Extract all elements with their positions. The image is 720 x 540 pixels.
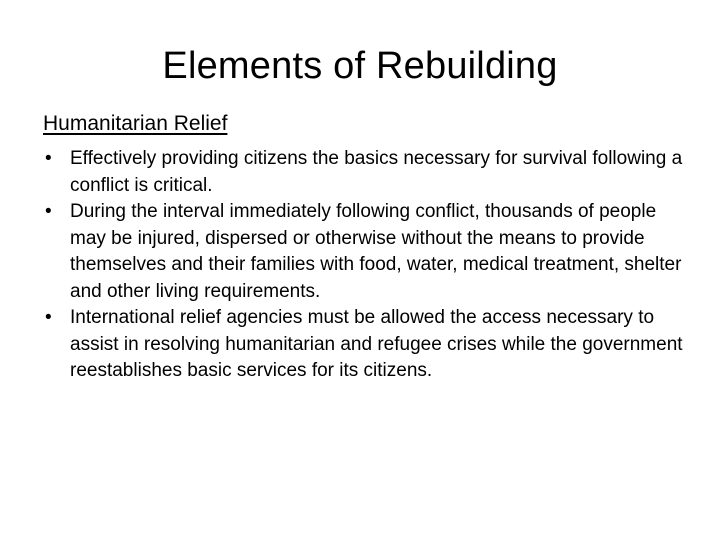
bullet-icon: • (45, 201, 52, 222)
slide-title: Elements of Rebuilding (162, 45, 558, 87)
bullet-icon: • (45, 307, 52, 328)
bullet-item (43, 199, 683, 305)
bullet-text: Effectively providing citizens the basics necessary for survival following a conflict is critical. (70, 148, 683, 196)
section-heading: Humanitarian Relief (43, 112, 228, 135)
bullet-list (43, 146, 683, 385)
bullet-icon: • (45, 148, 52, 169)
bullet-text: During the interval immediately following conflict, thousands of people may be injured, dispersed or otherwise without the means to provide themselves and their families with food, water, medical treatment, shelter and other living requirements. (70, 201, 682, 302)
bullet-item (43, 305, 683, 385)
bullet-item (43, 146, 683, 199)
bullet-text: International relief agencies must be allowed the access necessary to assist in resolving humanitarian and refugee crises while the government reestablishes basic services for its citizens. (70, 307, 683, 381)
